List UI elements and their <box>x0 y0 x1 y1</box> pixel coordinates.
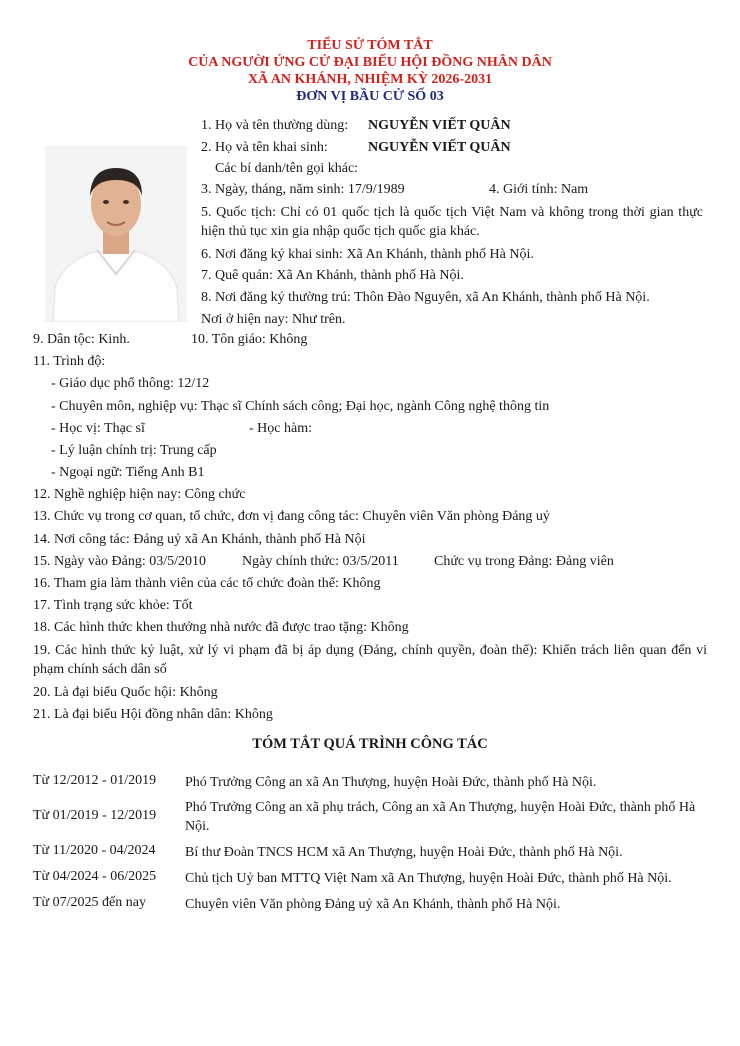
party-position: Chức vụ trong Đảng: Đảng viên <box>434 554 614 569</box>
date-of-birth: 3. Ngày, tháng, năm sinh: 17/9/1989 <box>201 182 405 197</box>
gender-field: 4. Giới tính: Nam <box>489 182 589 197</box>
academic-title-field: - Học hàm: <box>249 421 312 436</box>
work-period: Từ 01/2019 - 12/2019 <box>33 808 157 823</box>
aliases-field: Các bí danh/tên gọi khác: <box>215 161 359 176</box>
doc-title: TIỂU SỬ TÓM TẮT <box>307 38 433 53</box>
health-field: 17. Tình trạng sức khỏe: Tốt <box>33 598 193 613</box>
full-name-value: NGUYỄN VIẾT QUÂN <box>368 118 511 133</box>
doc-term: XÃ AN KHÁNH, NHIỆM KỲ 2026-2031 <box>247 72 493 87</box>
hometown-field: 7. Quê quán: Xã An Khánh, thành phố Hà Nội. <box>201 268 464 283</box>
work-description: Chuyên viên Văn phòng Đảng uỷ xã An Khánh, thành phố Hà Nội. <box>185 897 561 912</box>
education-heading: 11. Trình độ: <box>33 354 106 369</box>
doc-subtitle: CỦA NGƯỜI ỨNG CỬ ĐẠI BIỂU HỘI ĐỒNG NHÂN DÂN <box>188 55 552 70</box>
full-name-label: 1. Họ và tên thường dùng: <box>201 118 349 133</box>
discipline-field: 19. Các hình thức kỷ luật, xử lý vi phạm đã bị áp dụng (Đảng, chính quyền, đoàn thể): Khiển trách liên quan đến vi phạm chính sách dân số <box>33 643 707 677</box>
council-member-field: 21. Là đại biểu Hội đồng nhân dân: Không <box>33 707 273 722</box>
work-period: Từ 12/2012 - 01/2019 <box>33 773 157 788</box>
work-period: Từ 11/2020 - 04/2024 <box>33 843 156 858</box>
birth-name-value: NGUYỄN VIẾT QUÂN <box>368 140 511 155</box>
candidate-portrait <box>45 146 187 322</box>
party-official-date: Ngày chính thức: 03/5/2011 <box>242 554 399 569</box>
organizations-field: 16. Tham gia làm thành viên của các tổ chức đoàn thể: Không <box>33 576 381 591</box>
electoral-unit: ĐƠN VỊ BẦU CỬ SỐ 03 <box>296 89 444 104</box>
current-residence-field: Nơi ở hiện nay: Như trên. <box>201 312 346 327</box>
work-description: Bí thư Đoàn TNCS HCM xã An Thượng, huyện Hoài Đức, thành phố Hà Nội. <box>185 845 623 860</box>
position-field: 13. Chức vụ trong cơ quan, tổ chức, đơn vị đang công tác: Chuyên viên Văn phòng Đảng uỷ <box>33 509 550 524</box>
work-description: Phó Trưởng Công an xã An Thượng, huyện Hoài Đức, thành phố Hà Nội. <box>185 775 597 790</box>
awards-field: 18. Các hình thức khen thưởng nhà nước đã được trao tặng: Không <box>33 620 409 635</box>
academic-degree-field: - Học vị: Thạc sĩ <box>51 421 145 436</box>
ethnicity-field: 9. Dân tộc: Kinh. <box>33 332 130 347</box>
work-period: Từ 04/2024 - 06/2025 <box>33 869 157 884</box>
foreign-language-field: - Ngoại ngữ: Tiếng Anh B1 <box>51 465 205 480</box>
religion-field: 10. Tôn giáo: Không <box>191 332 308 347</box>
political-theory-field: - Lý luận chính trị: Trung cấp <box>51 443 217 458</box>
work-description: Chủ tịch Uỷ ban MTTQ Việt Nam xã An Thượng, huyện Hoài Đức, thành phố Hà Nội. <box>185 871 672 886</box>
work-description: Phó Trưởng Công an xã phụ trách, Công an xã An Thượng, huyện Hoài Đức, thành phố Hà Nội. <box>185 800 696 834</box>
national-assembly-field: 20. Là đại biểu Quốc hội: Không <box>33 685 218 700</box>
party-join-date: 15. Ngày vào Đảng: 03/5/2010 <box>33 554 207 569</box>
specialization-field: - Chuyên môn, nghiệp vụ: Thạc sĩ Chính sách công; Đại học, ngành Công nghệ thông tin <box>51 399 550 414</box>
work-history-title: TÓM TẮT QUÁ TRÌNH CÔNG TÁC <box>252 736 488 752</box>
birth-name-label: 2. Họ và tên khai sinh: <box>201 140 328 155</box>
birth-registration-field: 6. Nơi đăng ký khai sinh: Xã An Khánh, thành phố Hà Nội. <box>201 247 534 262</box>
occupation-field: 12. Nghề nghiệp hiện nay: Công chức <box>33 487 246 502</box>
workplace-field: 14. Nơi công tác: Đảng uỷ xã An Khánh, thành phố Hà Nội <box>33 532 366 547</box>
permanent-residence-field: 8. Nơi đăng ký thường trú: Thôn Đào Nguyên, xã An Khánh, thành phố Hà Nội. <box>201 290 650 305</box>
general-education-field: - Giáo dục phổ thông: 12/12 <box>51 376 210 391</box>
work-period: Từ 07/2025 đến nay <box>33 895 146 910</box>
nationality-field: 5. Quốc tịch: Chỉ có 01 quốc tịch là quốc tịch Việt Nam và không trong thời gian thực hiện thủ tục xin gia nhập quốc tịch quốc gia khác. <box>201 205 703 239</box>
